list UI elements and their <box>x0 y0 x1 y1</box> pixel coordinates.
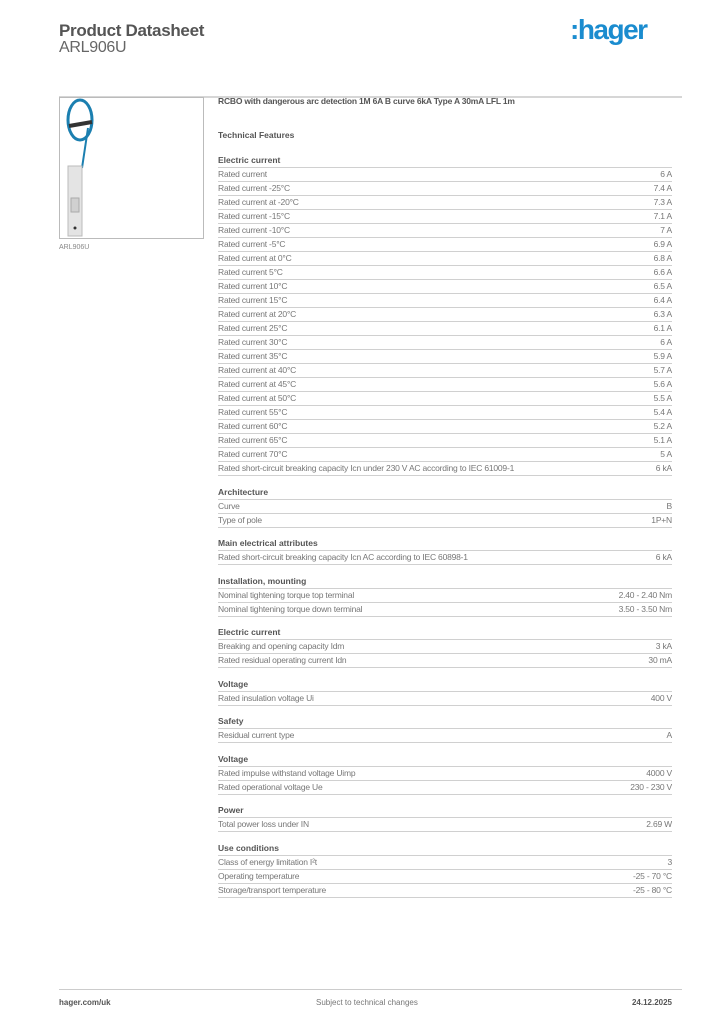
spec-section <box>218 537 672 565</box>
spec-value: -25 - 80 °C <box>633 884 672 895</box>
spec-value: 400 V <box>650 692 672 703</box>
spec-section <box>218 154 672 476</box>
spec-label: Rated current <box>218 169 267 179</box>
spec-label: Total power loss under IN <box>218 819 309 829</box>
spec-row <box>218 182 672 196</box>
spec-row <box>218 589 672 603</box>
spec-value: 1P+N <box>651 514 672 525</box>
spec-section <box>218 575 672 617</box>
spec-value: 5.2 A <box>653 421 672 431</box>
spec-value: 7.4 A <box>653 183 672 193</box>
spec-row <box>218 870 672 884</box>
spec-row <box>218 692 672 706</box>
spec-value: 6 kA <box>655 552 672 562</box>
spec-row <box>218 640 672 654</box>
spec-value: 2.69 W <box>646 819 672 829</box>
spec-value: 5 A <box>660 449 672 459</box>
spec-label: Rated current 65°C <box>218 435 288 445</box>
spec-label: Storage/transport temperature <box>218 884 327 895</box>
spec-row <box>218 884 672 898</box>
spec-value: -25 - 70 °C <box>633 870 672 881</box>
spec-row <box>218 500 672 514</box>
spec-row <box>218 729 672 743</box>
spec-section <box>218 842 672 898</box>
section-heading: Voltage <box>218 678 672 692</box>
spec-value: B <box>666 500 672 511</box>
section-heading: Installation, mounting <box>218 575 672 589</box>
footer-note: Subject to technical changes <box>316 998 418 1007</box>
spec-value: 5.9 A <box>653 351 672 361</box>
spec-row <box>218 280 672 294</box>
spec-section <box>218 678 672 706</box>
spec-section <box>218 753 672 795</box>
spec-row <box>218 266 672 280</box>
spec-label: Rated operational voltage Ue <box>218 781 323 792</box>
spec-row <box>218 350 672 364</box>
spec-label: Rated current at 50°C <box>218 393 297 403</box>
spec-row <box>218 294 672 308</box>
spec-label: Rated current at 45°C <box>218 379 297 389</box>
spec-label: Rated current 60°C <box>218 421 288 431</box>
spec-value: A <box>666 730 672 740</box>
spec-label: Rated impulse withstand voltage Uimp <box>218 767 356 778</box>
spec-value: 6.6 A <box>653 267 672 277</box>
spec-row <box>218 210 672 224</box>
section-heading: Use conditions <box>218 842 672 856</box>
spec-value: 5.4 A <box>653 407 672 417</box>
spec-value: 6 kA <box>655 463 672 473</box>
section-heading: Electric current <box>218 626 672 640</box>
spec-value: 7.3 A <box>653 197 672 207</box>
spec-label: Nominal tightening torque top terminal <box>218 589 355 600</box>
spec-value: 6.3 A <box>653 309 672 319</box>
spec-value: 6.9 A <box>653 239 672 249</box>
spec-label: Breaking and opening capacity Idm <box>218 641 345 651</box>
page-title: Product Datasheet <box>59 21 205 40</box>
spec-value: 6 A <box>660 337 672 347</box>
spec-label: Residual current type <box>218 730 295 740</box>
section-heading: Electric current <box>218 154 672 168</box>
spec-label: Rated residual operating current Idn <box>218 655 347 665</box>
spec-row <box>218 392 672 406</box>
spec-label: Curve <box>218 500 240 511</box>
spec-section <box>218 804 672 832</box>
footer-website: hager.com/uk <box>59 998 111 1007</box>
product-code: ARL906U <box>59 39 127 56</box>
spec-section <box>218 626 672 668</box>
spec-row <box>218 308 672 322</box>
spec-value: 7 A <box>660 225 672 235</box>
product-description: RCBO with dangerous arc detection 1M 6A B curve 6kA Type A 30mA LFL 1m <box>218 96 515 106</box>
spec-section <box>218 715 672 743</box>
spec-value: 5.6 A <box>653 379 672 389</box>
spec-label: Rated current 70°C <box>218 449 288 459</box>
spec-row <box>218 818 672 832</box>
spec-row <box>218 856 672 870</box>
spec-row <box>218 364 672 378</box>
spec-row <box>218 238 672 252</box>
spec-label: Rated current -25°C <box>218 183 290 193</box>
spec-value: 30 mA <box>648 655 672 665</box>
spec-value: 4000 V <box>646 767 672 778</box>
spec-label: Rated current 10°C <box>218 281 288 291</box>
spec-row <box>218 654 672 668</box>
spec-label: Rated current at 40°C <box>218 365 297 375</box>
spec-label: Rated short-circuit breaking capacity Icn under 230 V AC according to IEC 61009-1 <box>218 463 515 473</box>
spec-label: Rated current at 0°C <box>218 253 292 263</box>
spec-label: Rated current 25°C <box>218 323 288 333</box>
spec-value: 7.1 A <box>653 211 672 221</box>
spec-row <box>218 224 672 238</box>
spec-value: 5.1 A <box>653 435 672 445</box>
spec-row <box>218 551 672 565</box>
section-heading: Power <box>218 804 672 818</box>
spec-value: 6.8 A <box>653 253 672 263</box>
spec-value: 5.7 A <box>653 365 672 375</box>
spec-value: 6.1 A <box>653 323 672 333</box>
spec-label: Operating temperature <box>218 870 300 881</box>
section-heading: Main electrical attributes <box>218 537 672 551</box>
spec-label: Nominal tightening torque down terminal <box>218 603 363 614</box>
spec-row <box>218 420 672 434</box>
spec-row <box>218 462 672 476</box>
spec-label: Rated current 5°C <box>218 267 283 277</box>
spec-section <box>218 486 672 528</box>
spec-label: Type of pole <box>218 514 262 525</box>
spec-value: 230 - 230 V <box>630 781 672 792</box>
spec-label: Rated current 30°C <box>218 337 288 347</box>
spec-row <box>218 168 672 182</box>
spec-value: 3 <box>667 856 672 867</box>
spec-row <box>218 378 672 392</box>
spec-row <box>218 434 672 448</box>
section-heading: Voltage <box>218 753 672 767</box>
spec-row <box>218 514 672 528</box>
spec-row <box>218 406 672 420</box>
section-heading: Architecture <box>218 486 672 500</box>
spec-table <box>218 154 672 907</box>
technical-features-heading: Technical Features <box>218 130 295 140</box>
footer-date: 24.12.2025 <box>631 998 672 1007</box>
spec-row <box>218 767 672 781</box>
image-caption: ARL906U <box>59 244 90 251</box>
spec-value: 6.4 A <box>653 295 672 305</box>
section-heading: Safety <box>218 715 672 729</box>
spec-label: Rated current 15°C <box>218 295 288 305</box>
spec-label: Class of energy limitation I²t <box>218 856 317 867</box>
spec-value: 5.5 A <box>653 393 672 403</box>
spec-value: 6.5 A <box>653 281 672 291</box>
spec-value: 3 kA <box>655 641 672 651</box>
footer-divider <box>59 989 682 990</box>
spec-row <box>218 196 672 210</box>
spec-label: Rated current at 20°C <box>218 309 297 319</box>
spec-label: Rated current at -20°C <box>218 197 299 207</box>
spec-row <box>218 448 672 462</box>
spec-value: 6 A <box>660 169 672 179</box>
spec-label: Rated insulation voltage Ui <box>218 692 314 703</box>
spec-label: Rated short-circuit breaking capacity Icn AC according to IEC 60898-1 <box>218 552 468 562</box>
spec-label: Rated current 55°C <box>218 407 288 417</box>
spec-label: Rated current -10°C <box>218 225 290 235</box>
spec-row <box>218 781 672 795</box>
spec-row <box>218 252 672 266</box>
spec-value: 3.50 - 3.50 Nm <box>618 603 672 614</box>
spec-row <box>218 603 672 617</box>
spec-label: Rated current -15°C <box>218 211 290 221</box>
spec-label: Rated current -5°C <box>218 239 286 249</box>
spec-row <box>218 336 672 350</box>
product-image <box>59 97 204 239</box>
hager-logo: :hager <box>570 14 647 45</box>
spec-row <box>218 322 672 336</box>
spec-label: Rated current 35°C <box>218 351 288 361</box>
spec-value: 2.40 - 2.40 Nm <box>618 589 672 600</box>
